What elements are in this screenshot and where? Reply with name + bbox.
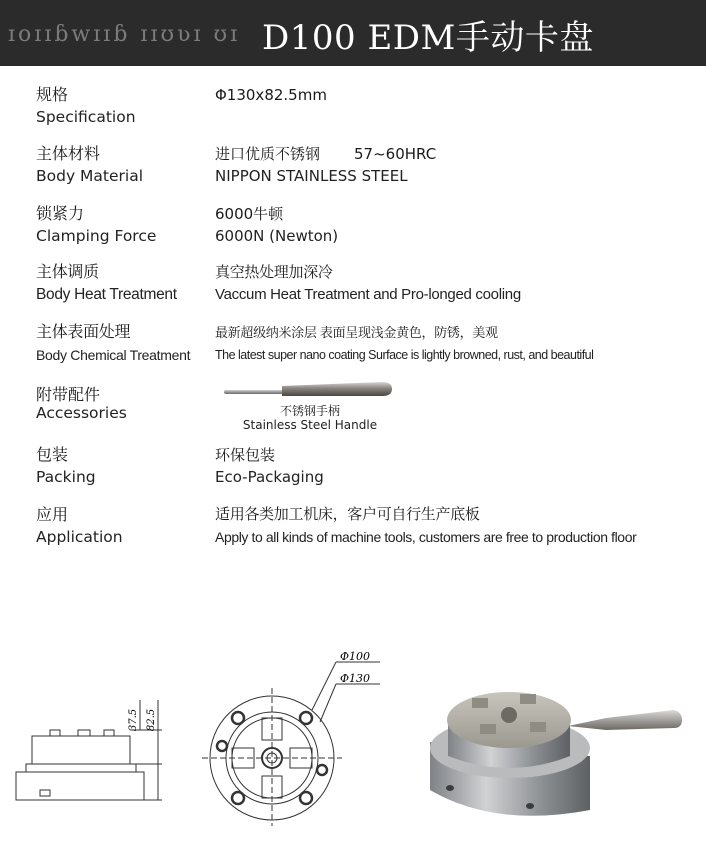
value-line-1: Φ130x82.5mm: [215, 86, 327, 104]
spec-label: [36, 143, 206, 187]
spec-value: [215, 143, 695, 187]
label-zh: 锁紧力: [36, 204, 85, 223]
label-en: Application: [36, 528, 123, 546]
value-line-2: Eco-Packaging: [215, 468, 324, 486]
label-en: Packing: [36, 468, 96, 486]
value-line-1: 6000牛顿: [215, 205, 284, 223]
spec-label: [36, 504, 206, 548]
top-dim-phi-100: Φ100: [340, 650, 371, 663]
spec-label: [36, 84, 206, 128]
spec-label: [36, 203, 206, 247]
label-en: Body Heat Treatment: [36, 286, 177, 303]
spec-value: [215, 262, 695, 306]
side-base: [16, 772, 144, 800]
value-material-zh: 进口优质不锈钢: [215, 145, 321, 163]
label-zh: 应用: [36, 505, 69, 524]
spec-value: [215, 203, 695, 247]
accessory-caption-en: Stainless Steel Handle: [242, 418, 378, 432]
spec-label: [36, 322, 206, 366]
value-hardness: 57~60HRC: [354, 145, 437, 163]
label-en: Specification: [36, 108, 136, 126]
spec-value: [215, 444, 695, 488]
value-line-2: Vaccum Heat Treatment and Pro-longed cooling: [215, 286, 521, 303]
label-zh: 主体表面处理: [36, 324, 131, 341]
accessory-caption-zh: 不锈钢手柄: [279, 404, 340, 418]
spec-label: [36, 385, 206, 423]
value-line-1: 适用各类加工机床，客户可自行生产底板: [215, 506, 480, 523]
top-view-drawing: [200, 648, 400, 826]
label-zh: 规格: [36, 85, 69, 104]
accessory-caption: [240, 404, 380, 432]
value-line-2: 6000N (Newton): [215, 227, 339, 245]
spec-label: [36, 262, 206, 306]
spec-value: [215, 504, 695, 548]
value-line-2: The latest super nano coating Surface is lightly browned, rust, and beautiful: [215, 348, 594, 362]
value-line-1: 真空热处理加深冷: [215, 264, 333, 281]
label-en: Body Chemical Treatment: [36, 347, 191, 363]
label-zh: 主体材料: [36, 144, 101, 163]
label-en: Body Material: [36, 167, 144, 185]
label-zh: 包装: [36, 445, 69, 464]
side-dim-82-5: 82.5: [146, 708, 157, 732]
spec-value: [215, 84, 695, 106]
side-dim-37-5: 37.5: [128, 708, 139, 732]
side-view-drawing: [12, 696, 172, 826]
value-line-2: Apply to all kinds of machine tools, customers are free to production floor: [215, 529, 637, 545]
spec-label: [36, 444, 206, 488]
stainless-handle-image: [222, 376, 394, 406]
label-zh: 主体调质: [36, 264, 99, 281]
value-line-1: [215, 143, 695, 165]
side-upper-body: [32, 736, 130, 764]
label-en: Accessories: [36, 404, 127, 422]
label-zh: 附带配件: [36, 385, 101, 404]
value-line-2: NIPPON STAINLESS STEEL: [215, 167, 408, 185]
value-line-1: 最新超级纳米涂层 表面呈现浅金黄色，防锈，美观: [215, 325, 498, 340]
value-line-1: 环保包装: [215, 446, 276, 464]
header-banner: [0, 0, 706, 66]
chuck-product-image: [420, 660, 690, 830]
top-dim-phi-130: Φ130: [340, 672, 371, 685]
label-en: Clamping Force: [36, 227, 157, 245]
page-title: D100 EDM手动卡盘: [262, 18, 594, 58]
spec-value: [215, 322, 695, 366]
decorative-script: ɪoɪɪɓwɪɪɓ ɪɪʊʋɪ ʊɪ: [8, 22, 241, 47]
